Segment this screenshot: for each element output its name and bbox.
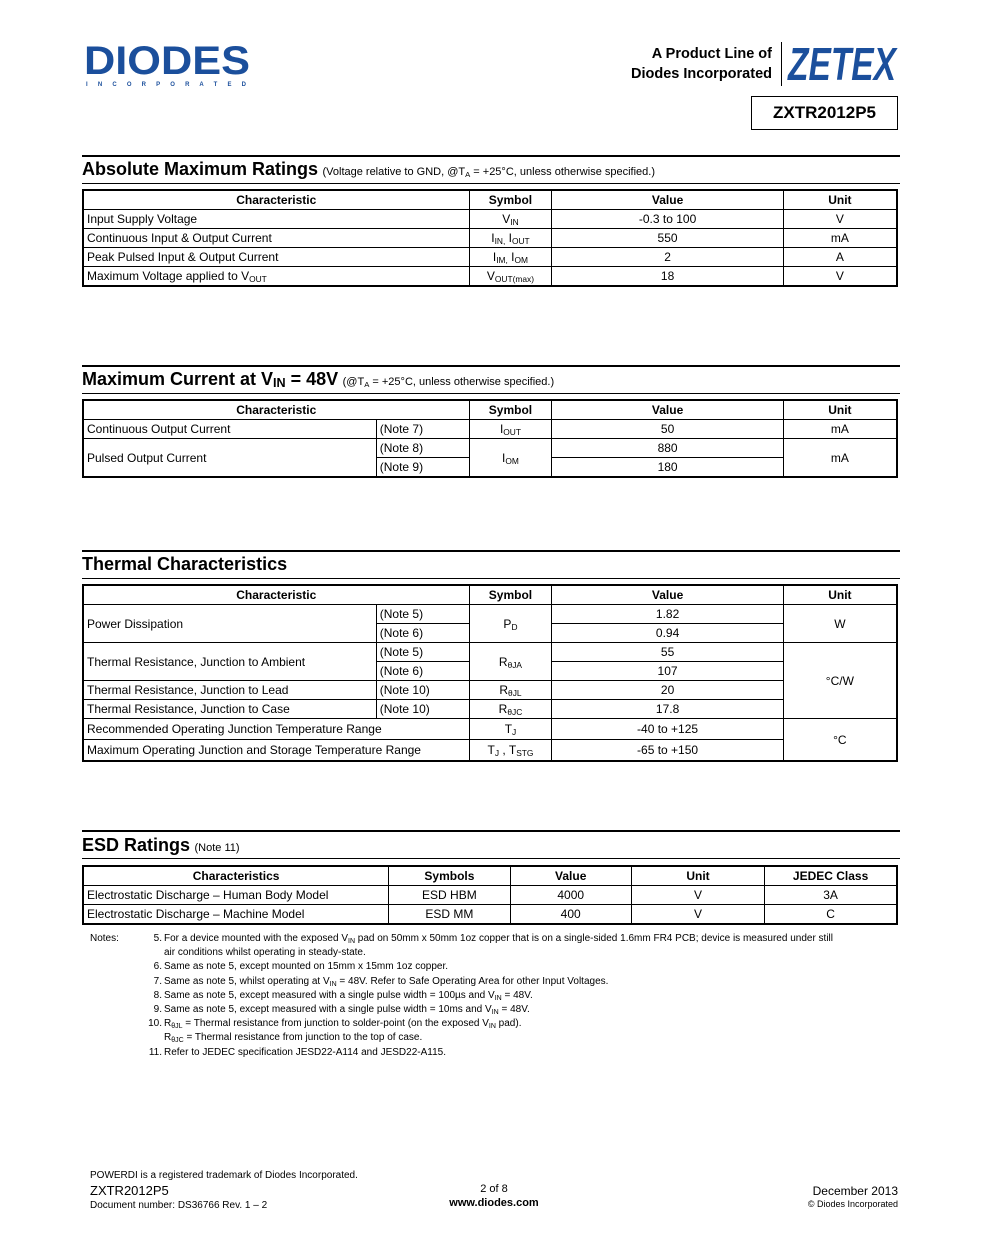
value-cell: 4000	[510, 886, 631, 905]
header-separator	[781, 42, 782, 86]
table-row	[83, 248, 897, 267]
symbol-cell: $I_{IN,}$ $I_{OUT}$	[469, 229, 552, 248]
footer-trademark: POWERDI is a registered trademark of Diodes Incorporated.	[90, 1170, 358, 1181]
note-cell: (Note 8)	[376, 439, 469, 458]
symbol-cell: $V_{OUT(max)}$	[469, 267, 552, 287]
unit-cell: V	[783, 267, 897, 287]
col-header: Symbol	[469, 190, 552, 210]
col-header: Unit	[631, 866, 764, 886]
col-header: Symbol	[469, 400, 552, 420]
notes	[90, 932, 900, 1060]
table-row	[83, 229, 897, 248]
characteristic-cell: Thermal Resistance, Junction to Case	[83, 700, 376, 719]
table-row	[83, 420, 897, 439]
note-cell: (Note 9)	[376, 458, 469, 478]
note-6: 6. Same as note 5, except mounted on 15mm x 15mm 1oz copper.	[153, 961, 449, 973]
table-header-row	[83, 866, 897, 886]
symbol-cell: $I_{IM,}$ $I_{OM}$	[469, 248, 552, 267]
characteristic-cell: Peak Pulsed Input & Output Current	[83, 248, 469, 267]
maxcur-title: Maximum Current at $V_{IN} = 48V$	[82, 369, 339, 390]
part-number-box: ZXTR2012P5	[751, 96, 898, 130]
symbol-cell: ESD HBM	[389, 886, 510, 905]
characteristic-cell: Continuous Input & Output Current	[83, 229, 469, 248]
characteristic-cell: Continuous Output Current	[83, 420, 376, 439]
characteristic-cell: Pulsed Output Current	[83, 439, 376, 478]
table-row	[83, 719, 897, 740]
unit-cell: V	[631, 886, 764, 905]
esd-table	[82, 865, 898, 925]
symbol-cell: $R_{\theta JA}$	[469, 643, 552, 681]
note-9: 9. Same as note 5, except measured with a single pulse width = 10ms and $V_{IN} = 48V$.	[153, 1004, 530, 1017]
col-header: Characteristic	[83, 190, 469, 210]
symbol-cell: $I_{OUT}$	[469, 420, 552, 439]
esd-rule-top	[82, 830, 900, 832]
unit-cell: A	[783, 248, 897, 267]
characteristic-cell: Input Supply Voltage	[83, 210, 469, 229]
value-cell: 180	[552, 458, 783, 478]
table-row	[83, 439, 897, 458]
footer-date: December 2013	[812, 1184, 898, 1198]
characteristic-cell: Maximum Voltage applied to $V_{OUT}$	[83, 267, 469, 287]
characteristic-cell: Electrostatic Discharge – Human Body Model	[83, 886, 389, 905]
maxcur-note: ($@T_A = +25^\circ C$, unless otherwise specified.)	[342, 376, 555, 389]
diodes-logo	[84, 40, 254, 88]
unit-cell: V	[783, 210, 897, 229]
note-10: 10. $R_{\theta JL}$ = Thermal resistance from junction to solder-point (on the exposed $V_{IN}$ pad). $R_{\theta JC}$ = Thermal resistance from junction to the top of case.	[148, 1018, 522, 1045]
value-cell: 0.94	[552, 624, 783, 643]
table-row	[83, 210, 897, 229]
maxcur-rule-top	[82, 365, 900, 367]
unit-cell: V	[631, 905, 764, 925]
characteristic-cell: Electrostatic Discharge – Machine Model	[83, 905, 389, 925]
amr-rule-bottom	[82, 183, 900, 184]
diodes-logo-subtext: I N C O R P O R A T E D	[86, 82, 246, 88]
thermal-rule-bottom	[82, 578, 900, 579]
note-7: 7. Same as note 5, whilst operating at $V_{IN} = 48V$. Refer to Safe Operating Area for other Input Voltages.	[153, 975, 609, 988]
value-cell: 50	[552, 420, 783, 439]
unit-cell: W	[783, 605, 897, 643]
table-row	[83, 267, 897, 287]
table-row	[83, 605, 897, 624]
table-row	[83, 700, 897, 719]
value-cell: 17.8	[552, 700, 783, 719]
col-header: Symbols	[389, 866, 510, 886]
symbol-cell: ESD MM	[389, 905, 510, 925]
unit-cell: mA	[783, 420, 897, 439]
col-header: Characteristic	[83, 400, 469, 420]
unit-cell: mA	[783, 439, 897, 478]
thermal-heading	[82, 554, 900, 575]
symbol-cell: $V_{IN}$	[469, 210, 552, 229]
col-header: Characteristics	[83, 866, 389, 886]
esd-title: ESD Ratings	[82, 835, 191, 855]
table-header-row	[83, 190, 897, 210]
unit-cell: °C	[783, 719, 897, 762]
amr-note: (Voltage relative to GND, $@T_A = +25^\circ C$, unless otherwise specified.)	[322, 166, 656, 179]
maxcur-table	[82, 399, 898, 478]
col-header: Unit	[783, 585, 897, 605]
product-line-1: A Product Line of	[651, 46, 772, 62]
amr-title: Absolute Maximum Ratings	[82, 159, 319, 179]
symbol-cell: $T_J$	[469, 719, 552, 740]
amr-table	[82, 189, 898, 287]
symbol-cell: $I_{OM}$	[469, 439, 552, 478]
esd-note: (Note 11)	[194, 842, 240, 854]
characteristic-cell: Power Dissipation	[83, 605, 376, 643]
esd-rule-bottom	[82, 858, 900, 859]
note-cell: (Note 10)	[376, 700, 469, 719]
table-row	[83, 681, 897, 700]
value-cell: 400	[510, 905, 631, 925]
unit-cell: mA	[783, 229, 897, 248]
note-8: 8. Same as note 5, except measured with a single pulse width = 100µs and $V_{IN} = 48V$.	[153, 989, 533, 1002]
value-cell: -40 to +125	[552, 719, 783, 740]
esd-heading	[82, 835, 900, 856]
col-header: Unit	[783, 400, 897, 420]
characteristic-cell: Recommended Operating Junction Temperature Range	[83, 719, 469, 740]
thermal-title: Thermal Characteristics	[82, 554, 288, 574]
thermal-table	[82, 584, 898, 762]
product-line	[631, 44, 772, 84]
note-cell: (Note 7)	[376, 420, 469, 439]
value-cell: -65 to +150	[552, 740, 783, 762]
symbol-cell: $T_J$ , $T_{STG}$	[469, 740, 552, 762]
table-row	[83, 905, 897, 925]
table-header-row	[83, 585, 897, 605]
col-header: Value	[552, 190, 783, 210]
table-row	[83, 740, 897, 762]
col-header: Value	[552, 585, 783, 605]
amr-rule-top	[82, 155, 900, 157]
maxcur-heading	[82, 369, 900, 390]
thermal-rule-top	[82, 550, 900, 552]
symbol-cell: $R_{\theta JC}$	[469, 700, 552, 719]
jedec-class-cell: C	[765, 905, 897, 925]
value-cell: 20	[552, 681, 783, 700]
value-cell: 2	[552, 248, 783, 267]
table-row	[83, 643, 897, 662]
value-cell: 1.82	[552, 605, 783, 624]
characteristic-cell: Thermal Resistance, Junction to Ambient	[83, 643, 376, 681]
col-header: Unit	[783, 190, 897, 210]
footer-copyright: © Diodes Incorporated	[807, 1199, 898, 1209]
value-cell: 55	[552, 643, 783, 662]
symbol-cell: $P_D$	[469, 605, 552, 643]
note-cell: (Note 6)	[376, 624, 469, 643]
amr-heading	[82, 159, 900, 180]
zetex-logo-text: ZETEX	[786, 38, 898, 90]
value-cell: 880	[552, 439, 783, 458]
note-cell: (Note 6)	[376, 662, 469, 681]
characteristic-cell: Maximum Operating Junction and Storage Temperature Range	[83, 740, 469, 762]
value-cell: 18	[552, 267, 783, 287]
notes-label: Notes:	[90, 933, 119, 944]
table-row	[83, 886, 897, 905]
footer-part-number: ZXTR2012P5	[90, 1183, 169, 1198]
jedec-class-cell: 3A	[765, 886, 897, 905]
col-header: Value	[552, 400, 783, 420]
diodes-logo-text: DIODES	[84, 39, 250, 83]
zetex-logo	[786, 36, 898, 90]
symbol-cell: $R_{\theta JL}$	[469, 681, 552, 700]
note-11: 11. Refer to JEDEC specification JESD22-A114 and JESD22-A115.	[148, 1046, 446, 1058]
unit-cell: °C/W	[783, 643, 897, 719]
note-cell: (Note 5)	[376, 643, 469, 662]
footer-document-number: Document number: DS36766 Rev. 1 – 2	[90, 1200, 268, 1211]
col-header: Characteristic	[83, 585, 469, 605]
product-line-2: Diodes Incorporated	[631, 66, 772, 82]
col-header: Value	[510, 866, 631, 886]
note-cell: (Note 10)	[376, 681, 469, 700]
value-cell: 550	[552, 229, 783, 248]
note-5: 5. For a device mounted with the exposed $V_{IN}$ pad on 50mm x 50mm 1oz copper that is on a single-sided 1.6mm FR4 PCB; device is measured under still air conditions whilst operating in steady-state.	[153, 933, 833, 959]
col-header: Symbol	[469, 585, 552, 605]
footer-url-link[interactable]: www.diodes.com	[449, 1197, 539, 1209]
value-cell: 107	[552, 662, 783, 681]
note-cell: (Note 5)	[376, 605, 469, 624]
col-header: JEDEC Class	[765, 866, 897, 886]
footer-page-number: 2 of 8	[480, 1183, 508, 1195]
value-cell: -0.3 to 100	[552, 210, 783, 229]
table-header-row	[83, 400, 897, 420]
maxcur-rule-bottom	[82, 393, 900, 394]
characteristic-cell: Thermal Resistance, Junction to Lead	[83, 681, 376, 700]
